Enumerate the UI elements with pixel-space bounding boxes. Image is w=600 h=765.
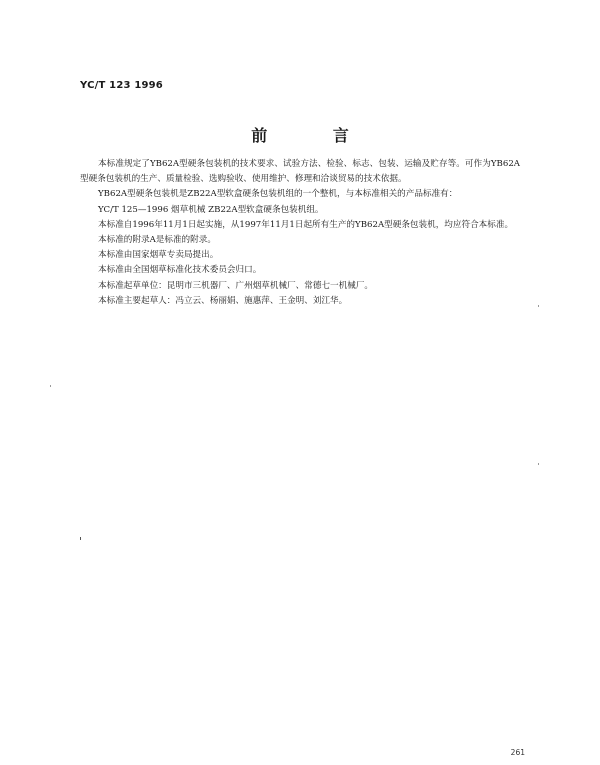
scan-speck xyxy=(80,537,81,540)
page-title: 前 言 xyxy=(251,126,379,145)
paragraph-drafting-units: 本标准起草单位：昆明市三机器厂、广州烟草机械厂、常德七一机械厂。 xyxy=(98,280,374,291)
paragraph-related-standards: YB62A型硬条包装机是ZB22A型软盒硬条包装机组的一个整机，与本标准相关的产品标准有： xyxy=(98,189,458,200)
body-text xyxy=(80,157,520,309)
standard-number: YC/T 123 1996 xyxy=(80,80,163,91)
paragraph-effective-date: 本标准自1996年11月1日起实施，从1997年11月1日起所有生产的YB62A型硬条包装机，均应符合本标准。 xyxy=(98,219,514,230)
scan-speck xyxy=(50,385,51,387)
paragraph-appendix: 本标准的附录A是标准的附录。 xyxy=(98,235,216,246)
paragraph-drafters: 本标准主要起草人：冯立云、杨丽娟、施惠萍、王金明、刘江华。 xyxy=(98,295,348,306)
scan-speck xyxy=(538,305,539,307)
paragraph-scope: 本标准规定了YB62A型硬条包装机的技术要求、试验方法、检验、标志、包装、运输及贮存等。可作为YB62A型硬条包装机的生产、质量检验、选购验收、使用维护、修理和洽谈贸易的技术依据。 xyxy=(80,159,520,185)
scan-speck xyxy=(538,463,539,465)
page-number: 261 xyxy=(510,748,525,757)
paragraph-proposer: 本标准由国家烟草专卖局提出。 xyxy=(98,250,219,261)
paragraph-related-standard-item: YC/T 125—1996 烟草机械 ZB22A型软盒硬条包装机组。 xyxy=(98,204,324,215)
paragraph-administrator: 本标准由全国烟草标准化技术委员会归口。 xyxy=(98,265,262,276)
